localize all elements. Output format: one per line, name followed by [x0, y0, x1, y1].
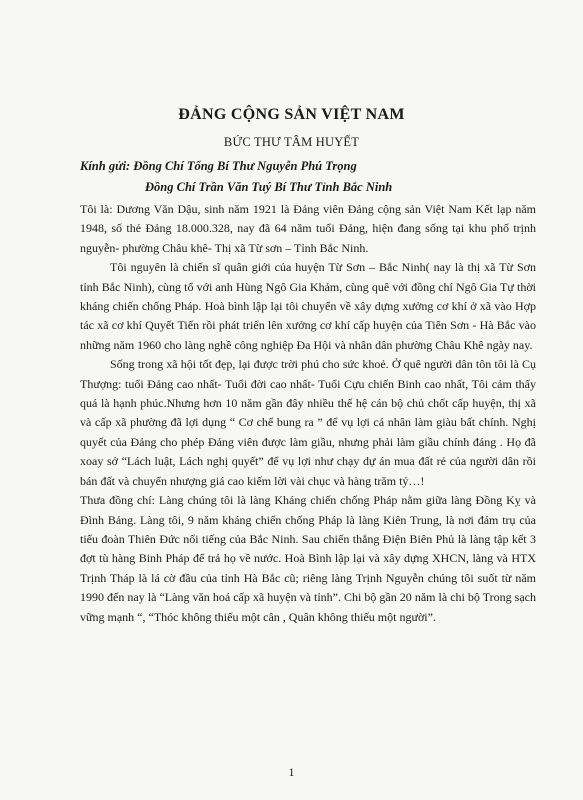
paragraph-intro: Tôi là: Dương Văn Dậu, sinh năm 1921 là Đảng viên Đảng cộng sản Việt Nam Kết lạp năm 1948, số thẻ Đảng 18.000.328, nay đã 64 năm tuổi Đảng, hiện đang sống tại khu phố trịnh nguyễn- phường Châu khê- Thị xã Từ sơn – Tỉnh Bắc Ninh.	[80, 202, 536, 255]
paragraph-village: Thưa đồng chí: Làng chúng tôi là làng Kháng chiến chống Pháp nằm giữa làng Đồng Kỵ và Đình Bảng. Làng tôi, 9 năm kháng chiến chống Pháp là làng Kiên Trung, là nơi đám trụ của tiểu đoàn Thiên Đức nổi tiếng của Bắc Ninh. Sau chiến thắng Điện Biên Phủ là làng tập kết 3 đợt tù hàng Binh Pháp để trả họ về nước. Hoà Bình lập lại và xây dựng XHCN, làng và HTX Trịnh Tháp là lá cờ đầu của tỉnh Hà Bắc cũ; riêng làng Trịnh Nguyễn chúng tôi suốt từ năm 1990 đến nay là “Làng văn hoá cấp xã huyện và tỉnh”. Chi bộ gần 20 năm là chi bộ Trong sạch vững mạnh “, “Thóc không thiếu một cân , Quân không thiếu một người”.	[80, 493, 536, 624]
document-subtitle: BỨC THƯ TÂM HUYẾT	[223, 135, 360, 149]
recipient-line-2: Đồng Chí Trần Văn Tuý Bí Thư Tỉnh Bắc Ninh	[145, 180, 393, 194]
document-title: ĐẢNG CỘNG SẢN VIỆT NAM	[178, 106, 405, 123]
paragraph-concern: Sống trong xã hội tốt đẹp, lại được trời phú cho sức khoẻ. Ở quê người dân tôn tôi là Cụ Thượng: tuổi Đảng cao nhất- Tuổi đời cao nhất- Tuổi Cựu chiến Binh cao nhất, Tôi cảm thấy quá là hạnh phúc.Nhưng hơn 10 năm gần đây nhiều thế hệ cán bộ chủ chốt cấp huyện, thị xã và cấp xã phường đã lợi dụng “ Cơ chế bung ra ” để vụ lợi cá nhân làm giàu bất chính. Nghị quyết của Đảng cho phép Đảng viên được làm giầu, nhưng phải làm giầu chính đáng . Họ đã xoay sở “Lách luật, Lách nghị quyết” để vụ lợi như chạy dự án mua đất rẻ của người dân rồi bán đất và chuyển nhượng giá cao kiếm lời vài chục và hàng trăm tỷ…!	[80, 357, 536, 488]
letter-body	[80, 200, 536, 627]
recipient-line-1: Kính gửi: Đồng Chí Tổng Bí Thư Nguyễn Phú Trọng	[80, 159, 357, 173]
paragraph-background: Tôi nguyên là chiến sĩ quân giới của huyện Từ Sơn – Bắc Ninh( nay là thị xã Từ Sơn tỉnh Bắc Ninh), cùng tổ với anh Hùng Ngô Gia Khảm, cùng quê với đồng chí Ngô Gia Tự thời kháng chiến chống Pháp. Hoà bình lập lại tôi chuyển về xây dựng xưởng cơ khí ở xã vào Hợp tác xã cơ khí Quyết Tiến rồi phát triển lên xưởng cơ khí cấp huyện của Tiên Sơn - Hà Bắc vào những năm 1960 cho làng nghề công nghiệp Đa Hội và nhân dân phường Châu Khê ngày nay.	[80, 260, 536, 352]
page-number: 1	[288, 765, 295, 779]
